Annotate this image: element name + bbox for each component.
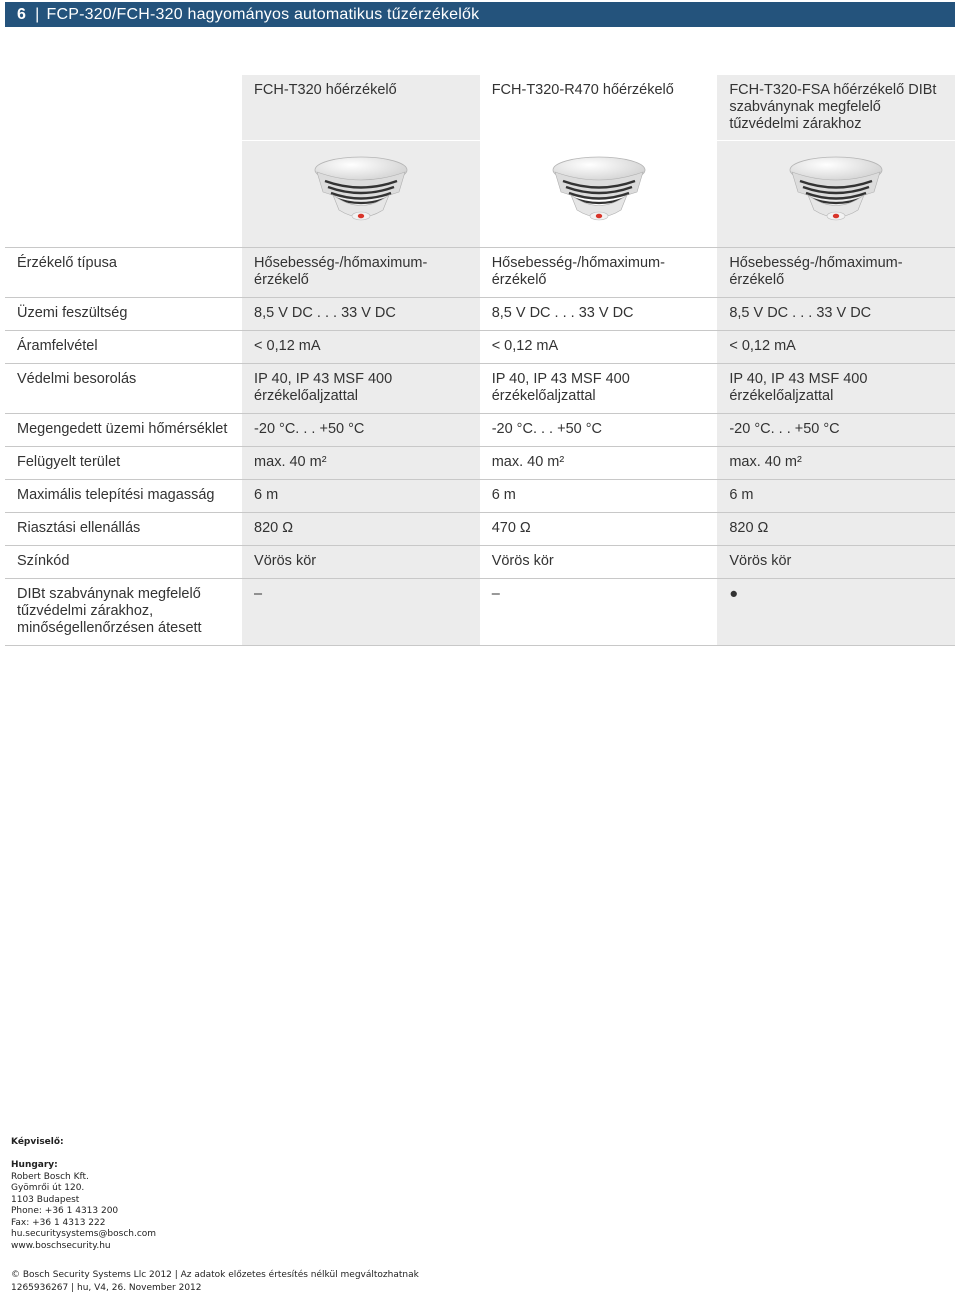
representative-label: Képviselő:: [11, 1137, 64, 1147]
corner-cell: [5, 75, 242, 141]
heat-detector-image: [551, 154, 647, 233]
table-cell: < 0,12 mA: [480, 331, 718, 364]
table-cell: IP 40, IP 43 MSF 400 érzékelőaljzattal: [480, 364, 718, 414]
street-address: Gyömrői út 120.: [11, 1183, 85, 1193]
table-row: [5, 480, 955, 513]
row-label: Áramfelvétel: [5, 331, 242, 364]
product-image-row: [5, 141, 955, 248]
table-row: [5, 248, 955, 298]
copyright-line: © Bosch Security Systems Llc 2012 | Az adatok előzetes értesítés nélkül megváltozhatnak: [11, 1270, 419, 1280]
table-cell: 470 Ω: [480, 513, 718, 546]
city-address: 1103 Budapest: [11, 1194, 80, 1205]
table-cell: ●: [717, 579, 955, 646]
heat-detector-image: [313, 154, 409, 233]
table-cell: < 0,12 mA: [242, 331, 480, 364]
heat-detector-image: [788, 154, 884, 233]
product-image-cell: [717, 141, 955, 248]
country-label: Hungary:: [11, 1160, 58, 1170]
column-header-fch-t320-fsa: FCH-T320-FSA hőérzékelő DIBt szabványnak megfelelő tűzvédelmi zárakhoz: [717, 75, 955, 141]
table-cell: Hősebesség-/hőmaximum-érzékelő: [480, 248, 718, 298]
table-cell: Vörös kör: [717, 546, 955, 579]
fax-number: Fax: +36 1 4313 222: [11, 1217, 106, 1228]
table-cell: -20 °C. . . +50 °C: [717, 414, 955, 447]
row-label: Megengedett üzemi hőmérséklet: [5, 414, 242, 447]
table-cell: Hősebesség-/hőmaximum-érzékelő: [242, 248, 480, 298]
table-cell: 820 Ω: [717, 513, 955, 546]
table-cell: 6 m: [242, 480, 480, 513]
table-row: [5, 447, 955, 480]
table-cell: max. 40 m²: [717, 447, 955, 480]
page-title: FCP-320/FCH-320 hagyományos automatikus tűzérzékelők: [46, 5, 480, 23]
website-address: www.boschsecurity.hu: [11, 1240, 111, 1251]
column-header-fch-t320: FCH-T320 hőérzékelő: [242, 75, 480, 141]
row-label: Üzemi feszültség: [5, 298, 242, 331]
page-number: 6: [17, 5, 27, 23]
specification-table: [5, 75, 955, 646]
page-header-bar: [5, 2, 955, 27]
header-separator: |: [35, 5, 40, 23]
page-footer: [11, 1269, 419, 1294]
table-row: [5, 579, 955, 646]
column-header-row: [5, 75, 955, 141]
contact-block: [11, 1137, 156, 1252]
table-cell: Vörös kör: [242, 546, 480, 579]
row-label: Riasztási ellenállás: [5, 513, 242, 546]
table-cell: 8,5 V DC . . . 33 V DC: [480, 298, 718, 331]
row-label: Maximális telepítési magasság: [5, 480, 242, 513]
table-row: [5, 298, 955, 331]
row-label: DIBt szabványnak megfelelő tűzvédelmi zárakhoz, minőségellenőrzésen átesett: [5, 579, 242, 646]
document-info-line: 1265936267 | hu, V4, 26. November 2012: [11, 1282, 202, 1293]
table-cell: -20 °C. . . +50 °C: [242, 414, 480, 447]
table-cell: max. 40 m²: [242, 447, 480, 480]
table-row: [5, 414, 955, 447]
table-row: [5, 513, 955, 546]
image-row-label-cell: [5, 141, 242, 248]
table-cell: < 0,12 mA: [717, 331, 955, 364]
table-cell: Hősebesség-/hőmaximum-érzékelő: [717, 248, 955, 298]
table-cell: 8,5 V DC . . . 33 V DC: [717, 298, 955, 331]
phone-number: Phone: +36 1 4313 200: [11, 1206, 119, 1216]
column-header-fch-t320-r470: FCH-T320-R470 hőérzékelő: [480, 75, 718, 141]
row-label: Védelmi besorolás: [5, 364, 242, 414]
table-row: [5, 546, 955, 579]
table-cell: IP 40, IP 43 MSF 400 érzékelőaljzattal: [717, 364, 955, 414]
table-cell: 820 Ω: [242, 513, 480, 546]
table-cell: Vörös kör: [480, 546, 718, 579]
table-cell: 6 m: [717, 480, 955, 513]
table-cell: 8,5 V DC . . . 33 V DC: [242, 298, 480, 331]
table-row: [5, 331, 955, 364]
table-row: [5, 364, 955, 414]
table-cell: -20 °C. . . +50 °C: [480, 414, 718, 447]
table-cell: max. 40 m²: [480, 447, 718, 480]
table-cell: –: [242, 579, 480, 646]
company-name: Robert Bosch Kft.: [11, 1171, 89, 1182]
product-image-cell: [242, 141, 480, 248]
table-cell: IP 40, IP 43 MSF 400 érzékelőaljzattal: [242, 364, 480, 414]
row-label: Felügyelt terület: [5, 447, 242, 480]
row-label: Színkód: [5, 546, 242, 579]
table-cell: –: [480, 579, 718, 646]
product-image-cell: [480, 141, 718, 248]
email-address: hu.securitysystems@bosch.com: [11, 1229, 157, 1239]
row-label: Érzékelő típusa: [5, 248, 242, 298]
table-cell: 6 m: [480, 480, 718, 513]
